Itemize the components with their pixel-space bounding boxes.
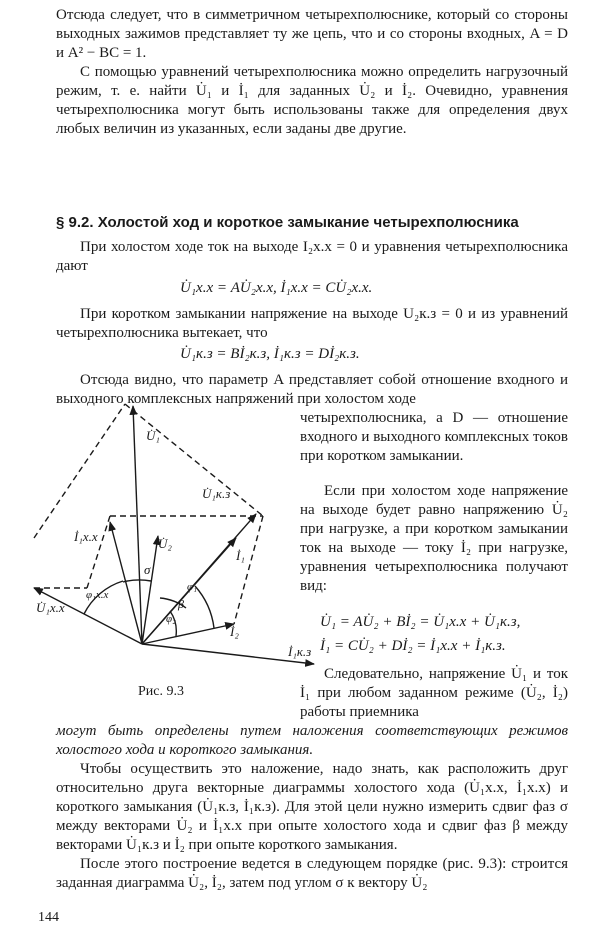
vector-i1xx [110, 522, 142, 644]
paragraph-load-mode: С помощью уравнений четырехполюсника можно определить нагрузочный режим, т. е. найти U̇₁ и İ₁ для заданных U̇₂ и İ₂. Очевидно, уравнения четырехполюсника могут быть использованы также для определения двух любых величин из указанных, если заданы две другие. [56, 64, 568, 137]
section-heading: § 9.2. Холостой ход и короткое замыкание четырехполюсника [56, 214, 519, 231]
label-u2: U̇₂ [158, 536, 172, 551]
label-phi1: φ₁ [187, 581, 197, 593]
formula-u1: U̇₁ = AU̇₂ + Bİ₂ = U̇₁х.х + U̇₁к.з, [320, 614, 521, 630]
dashed-line-4 [87, 516, 110, 588]
dashed-line-6 [234, 516, 263, 624]
vector-i2 [142, 624, 234, 644]
label-i1: İ₁ [236, 548, 245, 563]
label-i1kz: İ₁к.з [288, 644, 312, 659]
dashed-line-2 [125, 404, 263, 516]
label-u1kz: U̇₁к.з [202, 486, 231, 501]
arc-beta [195, 586, 214, 628]
formula-no-load: U̇₁х.х = AU̇₂х.х, İ₁х.х = CU̇₂х.х. [180, 280, 373, 296]
paragraph-no-load: При холостом ходе ток на выходе I₂х.х = 0 и уравнения четырехполюсника дают [56, 239, 568, 274]
label-sigma: σ [144, 562, 151, 577]
paragraph-parameter-a: Отсюда видно, что параметр A представляет собой отношение входного и выходного комплексных напряжений при холостом ходе [56, 372, 568, 407]
label-u1: U̇₁ [146, 428, 160, 443]
formula-i1: İ₁ = CU̇₂ + Dİ₂ = İ₁х.х + İ₁к.з. [320, 638, 506, 654]
label-i1xx: İ₁х.х [74, 529, 98, 544]
vector-u1 [133, 406, 142, 644]
label-u1xx: U̇₁х.х [36, 600, 65, 615]
formula-short-circuit: U̇₁к.з = Bİ₂к.з, İ₁к.з = Dİ₂к.з. [180, 346, 360, 362]
page-number: 144 [38, 910, 59, 925]
paragraph-conclusion-italic: могут быть определены путем наложения соответствующих режимов холостого хода и короткого замыкания. [56, 723, 568, 758]
label-phi1xx: φ₁х.х [86, 589, 109, 601]
paragraph-superposition: Чтобы осуществить это наложение, надо знать, как расположить друг относительно друга векторные диаграммы холостого хода (U̇₁х.х, İ₁х.х) и короткого замыкания (U̇₁к.з, İ₁к.з). Для этой цели нужно измерить сдвиг фаз σ между векторами U̇₂ и İ₁х.х при опыте холостого хода и сдвиг фаз β между векторами U̇₁к.з и İ₂ при опыте короткого замыкания. [56, 761, 568, 853]
figure-caption: Рис. 9.3 [138, 684, 184, 699]
paragraph-equations-form: Если при холостом ходе напряжение на выходе будет равно напряжению U̇₂ при нагрузке, а при коротком замыкании ток на выходе — току İ₂ при нагрузке, уравнения четырехполюсника получают вид: [300, 483, 568, 594]
paragraph-symmetric: Отсюда следует, что в симметричном четырехполюснике, который со стороны выходных зажимов представляет ту же цепь, что и со стороны входных, A = D и A² − BC = 1. [56, 7, 568, 61]
vector-diagram [30, 398, 320, 678]
label-phi2: φ₂ [166, 613, 176, 625]
paragraph-construction: После этого построение ведется в следующем порядке (рис. 9.3): строится заданная диаграмма U̇₂, İ₂, затем под углом σ к вектору U̇₂ [56, 856, 568, 891]
paragraph-conclusion-start: Следовательно, напряжение U̇₁ и ток İ₁ при любом заданном режиме (U̇₂, İ₂) работы приемника [300, 666, 568, 720]
arc-sigma [123, 580, 151, 582]
paragraph-short-circuit: При коротком замыкании напряжение на выходе U₂к.з = 0 и из уравнений четырехполюсника вытекает, что [56, 306, 568, 341]
label-i2: İ₂ [230, 624, 239, 639]
paragraph-parameter-d: четырехполюсника, а D — отношение входного и выходного комплексных токов при коротком замыкании. [300, 410, 568, 464]
dashed-line-1 [34, 404, 125, 538]
label-beta: β [178, 597, 184, 611]
